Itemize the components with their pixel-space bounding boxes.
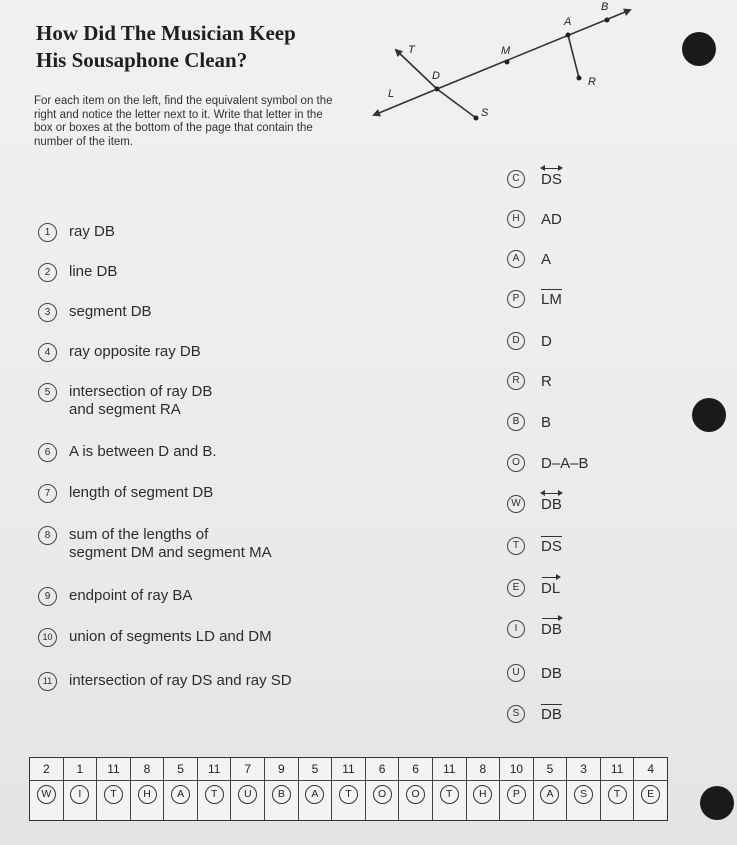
line-lb [374, 89, 437, 115]
item-line: union of segments LD and DM [69, 628, 272, 645]
title-line-1: How Did The Musician Keep [36, 21, 296, 45]
answer-d [507, 332, 552, 350]
item-6 [38, 443, 217, 462]
point-s [474, 116, 479, 121]
label-d: D [432, 70, 440, 82]
answer-letter: I [507, 620, 525, 638]
grid-letter: A [305, 785, 324, 804]
answer-symbol [541, 373, 552, 390]
grid-letter: O [406, 785, 425, 804]
grid-number: 11 [97, 758, 130, 781]
item-8 [38, 526, 272, 562]
answer-s [507, 705, 562, 723]
grid-cell[interactable] [534, 758, 568, 820]
answer-letter: P [507, 290, 525, 308]
item-3 [38, 303, 152, 322]
grid-number: 5 [164, 758, 197, 781]
grid-cell[interactable] [500, 758, 534, 820]
answer-e [507, 579, 560, 597]
symbol-text: DB [541, 664, 562, 682]
answer-c [507, 170, 562, 188]
grid-letter: P [507, 785, 526, 804]
symbol-text: DB [541, 495, 562, 513]
answer-u [507, 664, 562, 682]
instructions-text: For each item on the left, find the equivalent symbol on the right and notice the letter next to it. Write that letter in the box or boxes at the bottom of the page that contain the number of the item. [34, 95, 333, 148]
item-text [69, 628, 272, 646]
symbol-text: D [541, 332, 552, 350]
answer-b [507, 413, 551, 431]
point-a [566, 33, 571, 38]
item-number: 2 [38, 263, 57, 282]
answer-h [507, 210, 562, 228]
item-text [69, 587, 192, 605]
answer-symbol [541, 414, 551, 431]
item-number: 9 [38, 587, 57, 606]
symbol-text: DS [541, 537, 562, 555]
grid-number: 8 [131, 758, 164, 781]
item-line: endpoint of ray BA [69, 587, 193, 604]
grid-cell[interactable] [467, 758, 501, 820]
answer-symbol-segment [541, 538, 562, 555]
grid-cell[interactable] [164, 758, 198, 820]
answer-w [507, 495, 562, 513]
item-5 [38, 383, 212, 419]
item-2 [38, 263, 117, 282]
grid-number: 7 [231, 758, 264, 781]
item-line: intersection of ray DS and ray SD [69, 672, 292, 689]
symbol-text: B [541, 413, 552, 431]
grid-number: 10 [500, 758, 533, 781]
answer-symbol-line [541, 496, 562, 513]
grid-cell[interactable] [265, 758, 299, 820]
item-text [69, 672, 292, 690]
grid-cell[interactable] [567, 758, 601, 820]
grid-letter: T [104, 785, 123, 804]
item-line: segment DB [69, 303, 152, 320]
answer-letter: R [507, 372, 525, 390]
geometry-figure [360, 0, 737, 140]
answer-a [507, 250, 551, 268]
grid-number: 5 [299, 758, 332, 781]
answer-grid [29, 757, 668, 821]
answer-symbol-segment [541, 291, 562, 308]
symbol-text: DS [541, 170, 562, 188]
line-lb-forward [437, 10, 630, 89]
grid-letter: I [70, 785, 89, 804]
grid-number: 11 [433, 758, 466, 781]
item-line: ray DB [69, 223, 115, 240]
grid-number: 11 [601, 758, 634, 781]
item-number: 4 [38, 343, 57, 362]
answer-symbol-ray [541, 621, 562, 638]
answer-letter: A [507, 250, 525, 268]
grid-number: 5 [534, 758, 567, 781]
ray-ar [568, 35, 579, 78]
item-line: intersection of ray DB [69, 383, 213, 400]
grid-letter: O [373, 785, 392, 804]
answer-letter: T [507, 537, 525, 555]
answer-t [507, 537, 562, 555]
answer-letter: O [507, 454, 525, 472]
item-text [69, 526, 272, 562]
grid-letter: T [339, 785, 358, 804]
binder-hole-bottom [700, 786, 734, 820]
grid-number: 3 [567, 758, 600, 781]
item-11 [38, 672, 292, 691]
grid-cell[interactable] [366, 758, 400, 820]
grid-cell[interactable] [64, 758, 98, 820]
answer-symbol-line [541, 171, 562, 188]
grid-cell[interactable] [131, 758, 165, 820]
grid-cell[interactable] [299, 758, 333, 820]
answer-symbol [541, 455, 589, 472]
item-text [69, 303, 152, 321]
grid-number: 6 [399, 758, 432, 781]
symbol-text: R [541, 372, 552, 390]
point-b [605, 18, 610, 23]
point-r [577, 76, 582, 81]
grid-letter: S [574, 785, 593, 804]
line-ts [396, 50, 437, 89]
symbol-text: LM [541, 290, 562, 308]
answer-letter: B [507, 413, 525, 431]
label-t: T [408, 44, 415, 56]
item-text [69, 343, 201, 361]
grid-cell[interactable] [433, 758, 467, 820]
answer-letter: W [507, 495, 525, 513]
grid-letter: T [205, 785, 224, 804]
answer-symbol [541, 665, 562, 682]
grid-letter: T [440, 785, 459, 804]
point-m [505, 60, 510, 65]
grid-cell[interactable] [601, 758, 635, 820]
grid-letter: E [641, 785, 660, 804]
label-s: S [481, 107, 489, 119]
grid-letter: U [238, 785, 257, 804]
label-r: R [588, 76, 596, 88]
answer-symbol [541, 333, 552, 350]
item-line: length of segment DB [69, 484, 214, 501]
item-text [69, 263, 117, 281]
grid-letter: B [272, 785, 291, 804]
grid-letter: A [540, 785, 559, 804]
grid-cell[interactable] [30, 758, 64, 820]
grid-letter: A [171, 785, 190, 804]
item-number: 5 [38, 383, 57, 402]
grid-cell[interactable] [97, 758, 131, 820]
item-number: 10 [38, 628, 57, 647]
grid-cell[interactable] [399, 758, 433, 820]
symbol-text: DB [541, 705, 562, 723]
grid-cell[interactable] [198, 758, 232, 820]
grid-number: 9 [265, 758, 298, 781]
worksheet-title [36, 20, 376, 74]
item-10 [38, 628, 272, 647]
item-9 [38, 587, 192, 606]
grid-cell[interactable] [332, 758, 366, 820]
item-number: 11 [38, 672, 57, 691]
item-text [69, 223, 115, 241]
item-line: segment DM and segment MA [69, 544, 272, 561]
binder-hole-middle [692, 398, 726, 432]
item-4 [38, 343, 201, 362]
label-m: M [501, 45, 511, 57]
answer-symbol [541, 251, 551, 268]
item-number: 3 [38, 303, 57, 322]
grid-letter: W [37, 785, 56, 804]
item-text [69, 383, 212, 419]
grid-number: 8 [467, 758, 500, 781]
grid-number: 1 [64, 758, 97, 781]
answer-letter: H [507, 210, 525, 228]
grid-number: 11 [332, 758, 365, 781]
grid-number: 4 [634, 758, 667, 781]
symbol-text: D–A–B [541, 454, 589, 472]
answer-o [507, 454, 589, 472]
grid-number: 11 [198, 758, 231, 781]
segment-ds [437, 89, 476, 118]
item-line: and segment RA [69, 401, 181, 418]
answer-letter: S [507, 705, 525, 723]
grid-cell[interactable] [231, 758, 265, 820]
item-number: 1 [38, 223, 57, 242]
label-a: A [564, 16, 572, 28]
item-line: sum of the lengths of [69, 526, 209, 543]
symbol-text: DB [541, 620, 562, 638]
item-line: A is between D and B. [69, 443, 217, 460]
symbol-text: A [541, 250, 552, 268]
item-7 [38, 484, 213, 503]
answer-r [507, 372, 552, 390]
answer-symbol-ray [541, 580, 560, 597]
grid-number: 6 [366, 758, 399, 781]
grid-cell[interactable] [634, 758, 667, 820]
answer-p [507, 290, 562, 308]
answer-symbol-segment [541, 706, 562, 723]
answer-letter: C [507, 170, 525, 188]
symbol-text: DL [541, 579, 561, 597]
answer-symbol [541, 211, 562, 228]
label-l: L [388, 88, 395, 100]
title-line-2: His Sousaphone Clean? [36, 48, 248, 72]
grid-letter: H [138, 785, 157, 804]
item-1 [38, 223, 115, 242]
point-d [435, 87, 440, 92]
answer-letter: D [507, 332, 525, 350]
grid-letter: H [473, 785, 492, 804]
item-line: line DB [69, 263, 118, 280]
item-text [69, 484, 213, 502]
item-number: 7 [38, 484, 57, 503]
grid-number: 2 [30, 758, 63, 781]
answer-i [507, 620, 562, 638]
item-line: ray opposite ray DB [69, 343, 201, 360]
item-number: 8 [38, 526, 57, 545]
item-number: 6 [38, 443, 57, 462]
grid-letter: T [608, 785, 627, 804]
symbol-text: AD [541, 210, 562, 228]
answer-letter: E [507, 579, 525, 597]
answer-letter: U [507, 664, 525, 682]
item-text [69, 443, 217, 461]
label-b: B [601, 1, 609, 13]
